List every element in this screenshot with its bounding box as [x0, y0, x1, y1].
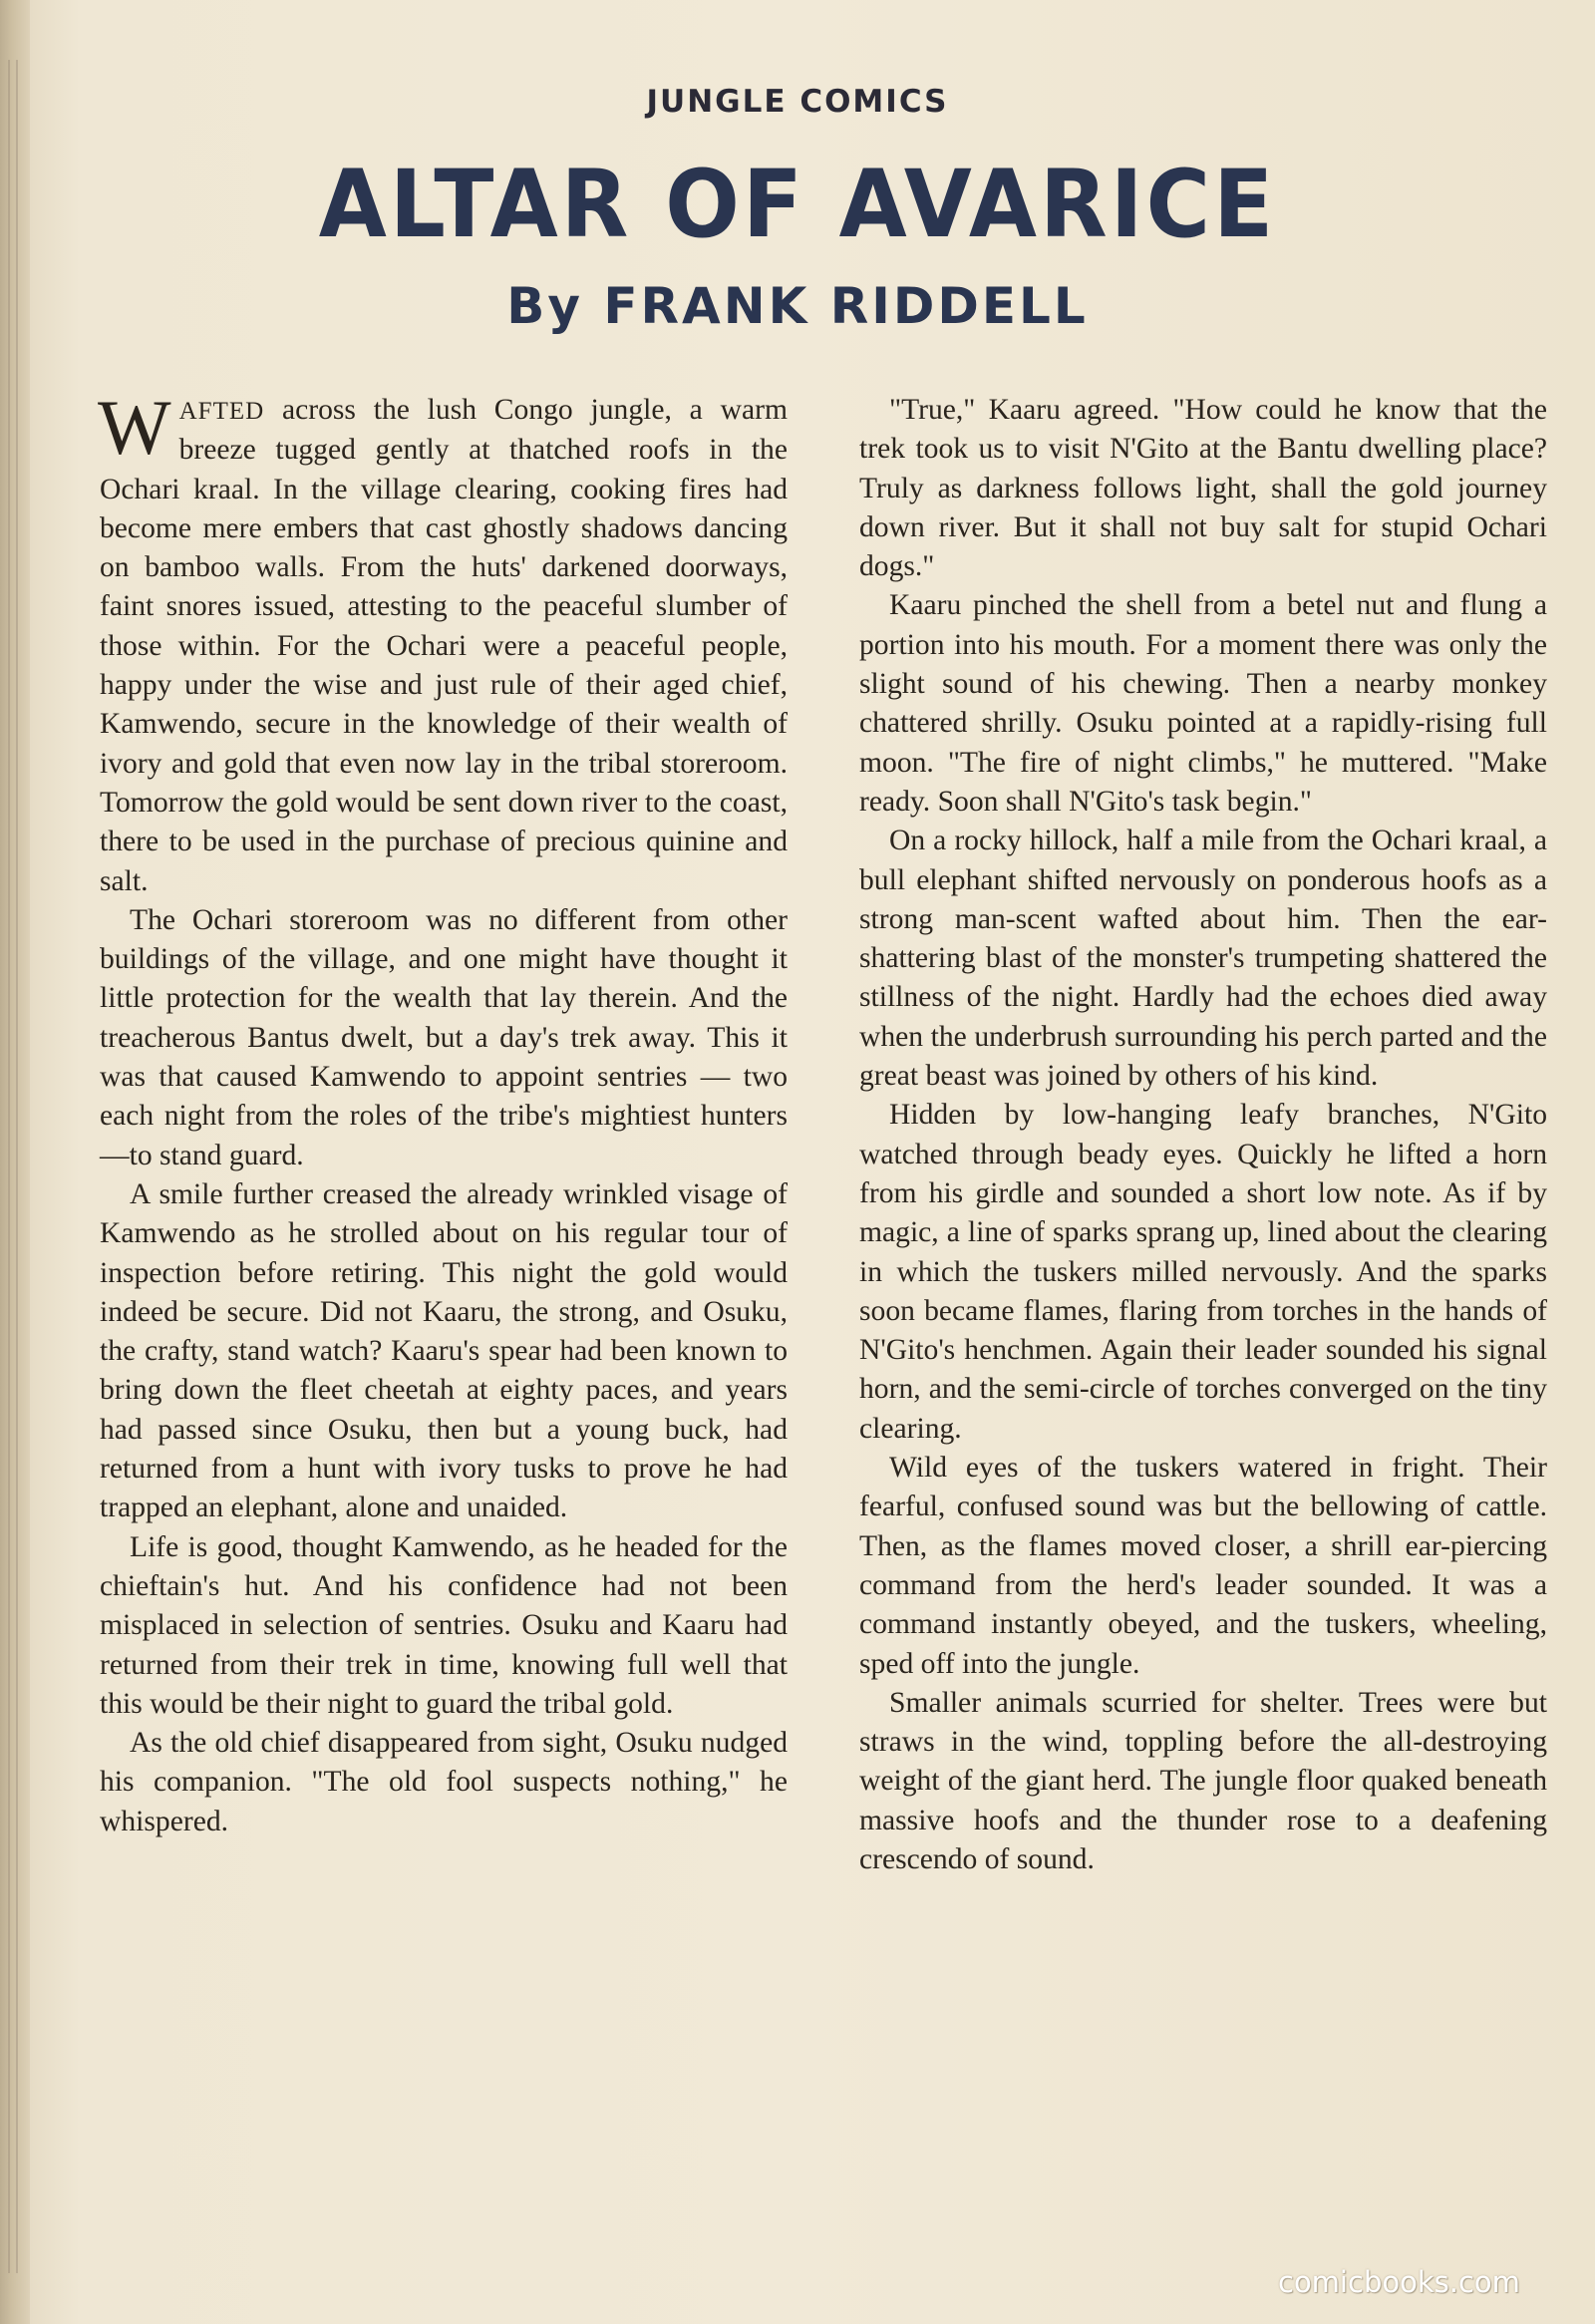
paragraph: The Ochari storeroom was no different from other buildings of the village, and one might have thought it little protection for the wealth that lay therein. And the treacherous Bantus dwelt, but a day's trek away. This it was that caused Kamwendo to appoint sentries — two each night from the roles of the tribe's mightiest hunters—to stand guard. [100, 903, 788, 1171]
paragraph: "True," Kaaru agreed. "How could he know that the trek took us to visit N'Gito at the Bantu dwelling place? Truly as darkness follows light, shall the gold journey down river. But it shall not buy salt for stupid Ochari dogs." [859, 394, 1547, 583]
page-header [0, 84, 1595, 120]
story-title: ALTAR OF AVARICE [318, 149, 1277, 259]
story-byline: By FRANK RIDDELL [506, 277, 1089, 335]
paragraph: Kaaru pinched the shell from a betel nut and flung a portion into his mouth. For a moment there was only the slight sound of his chewing. Then a nearby monkey chattered shrilly. Osuku pointed at a rapidly-rising full moon. "The fire of night climbs," he muttered. "Make ready. Soon shall N'Gito's task begin." [859, 589, 1547, 818]
page-binding-edge [0, 0, 30, 2324]
binding-line [16, 60, 18, 2273]
text-column-left [98, 384, 788, 1841]
site-watermark: comicbooks.com [1278, 2265, 1520, 2299]
paragraph: Smaller animals scurried for shelter. Trees were but straws in the wind, toppling before the all-destroying weight of the giant herd. The jungle floor quaked beneath massive hoofs and the thunder rose to a deafening crescendo of sound. [859, 1686, 1547, 1875]
paragraph: Wild eyes of the tuskers watered in fright. Their fearful, confused sound was but the bellowing of cattle. Then, as the flames moved closer, a shrill ear-piercing command from the herd's leader sounded. It was a command instantly obeyed, and the tuskers, wheeling, sped off into the jungle. [859, 1452, 1547, 1680]
magazine-name: JUNGLE COMICS [646, 84, 949, 120]
drop-cap: W [98, 384, 171, 471]
text-column-right [859, 391, 1547, 1879]
binding-line [8, 60, 10, 2273]
paragraph: As the old chief disappeared from sight, Osuku nudged his companion. "The old fool suspects nothing," he whispered. [100, 1727, 788, 1837]
paragraph [98, 384, 788, 901]
paragraph: On a rocky hillock, half a mile from the Ochari kraal, a bull elephant shifted nervously on ponderous hoofs as a strong man-scent wafted about him. Then the ear-shattering blast of the monster's trumpeting shattered the stillness of the night. Hardly had the echoes died away when the underbrush surrounding his perch parted and the great beast was joined by others of his kind. [859, 825, 1547, 1093]
paragraph-text: across the lush Congo jungle, a warm breeze tugged gently at thatched roofs in the Ochari kraal. In the village clearing, cooking fires had become mere embers that cast ghostly shadows dancing on bamboo walls. From the huts' darkened doorways, faint snores issued, attesting to the peaceful slumber of those within. For the Ochari were a peaceful people, happy under the wise and just rule of their aged chief, Kamwendo, secure in the knowledge of their wealth of ivory and gold that even now lay in the tribal storeroom. Tomorrow the gold would be sent down river to the coast, there to be used in the purchase of precious quinine and salt. [100, 394, 788, 897]
paragraph: Hidden by low-hanging leafy branches, N'Gito watched through beady eyes. Quickly he lifted a horn from his girdle and sounded a short low note. As if by magic, a line of sparks sprang up, lined about the clearing in which the tuskers milled nervously. And the sparks soon became flames, flaring from torches in the hands of N'Gito's henchmen. Again their leader sounded his signal horn, and the semi-circle of torches converged on the tiny clearing. [859, 1099, 1547, 1445]
opening-word: AFTED [178, 398, 265, 425]
paragraph: Life is good, thought Kamwendo, as he headed for the chieftain's hut. And his confidence had not been misplaced in selection of sentries. Osuku and Kaaru had returned from their trek in time, knowing full well that this would be their night to guard the tribal gold. [100, 1530, 788, 1720]
paragraph: A smile further creased the already wrinkled visage of Kamwendo as he strolled about on his regular tour of inspection before retiring. This night the gold would indeed be secure. Did not Kaaru, the strong, and Osuku, the crafty, stand watch? Kaaru's spear had been known to bring down the fleet cheetah at eighty paces, and years had passed since Osuku, then but a young buck, had returned from a hunt with ivory tusks to prove he had trapped an elephant, alone and unaided. [100, 1177, 788, 1524]
